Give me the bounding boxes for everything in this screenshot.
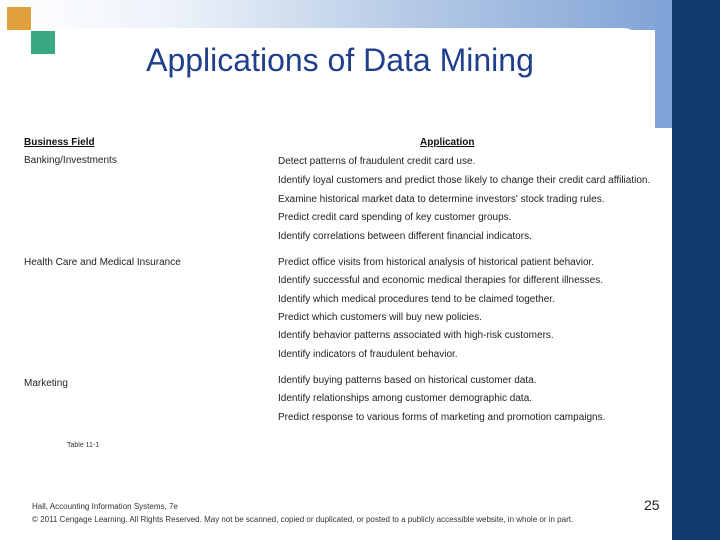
application-item: Identify buying patterns based on historical customer data. [278,375,537,386]
table-caption: Table 11-1 [67,442,100,449]
field-banking: Banking/Investments [24,155,117,166]
orange-square-decoration [7,7,31,30]
application-item: Predict office visits from historical analysis of historical patient behavior. [278,257,595,268]
application-item: Predict credit card spending of key customer groups. [278,212,512,223]
application-item: Predict which customers will buy new policies. [278,312,482,323]
footer-copyright: © 2011 Cengage Learning. All Rights Reserved. May not be scanned, copied or duplicated, or posted to a publicly accessible website, in whole or in part. [32,515,574,524]
page-number: 25 [644,497,660,513]
header-business-field: Business Field [24,137,95,148]
right-accent-strip [655,0,672,128]
right-side-bar [672,0,720,540]
footer-source: Hall, Accounting Information Systems, 7e [32,502,178,511]
slide-title: Applications of Data Mining [146,42,534,78]
application-item: Identify indicators of fraudulent behavior. [278,349,458,360]
application-item: Identify correlations between different financial indicators. [278,231,532,242]
application-item: Examine historical market data to determine investors' stock trading rules. [278,194,605,205]
header-gradient-band [0,0,672,30]
green-square-decoration [31,31,55,54]
application-item: Identify behavior patterns associated with high-risk customers. [278,330,554,341]
application-item: Identify relationships among customer demographic data. [278,393,533,404]
header-application: Application [420,137,475,148]
field-marketing: Marketing [24,378,68,389]
application-item: Identify which medical procedures tend to be claimed together. [278,294,555,305]
application-item: Predict response to various forms of marketing and promotion campaigns. [278,412,606,423]
application-item: Identify successful and economic medical therapies for different illnesses. [278,275,603,286]
application-item: Detect patterns of fraudulent credit card use. [278,156,476,167]
application-item: Identify loyal customers and predict those likely to change their credit card affiliation. [278,175,651,186]
field-health-care: Health Care and Medical Insurance [24,257,181,268]
